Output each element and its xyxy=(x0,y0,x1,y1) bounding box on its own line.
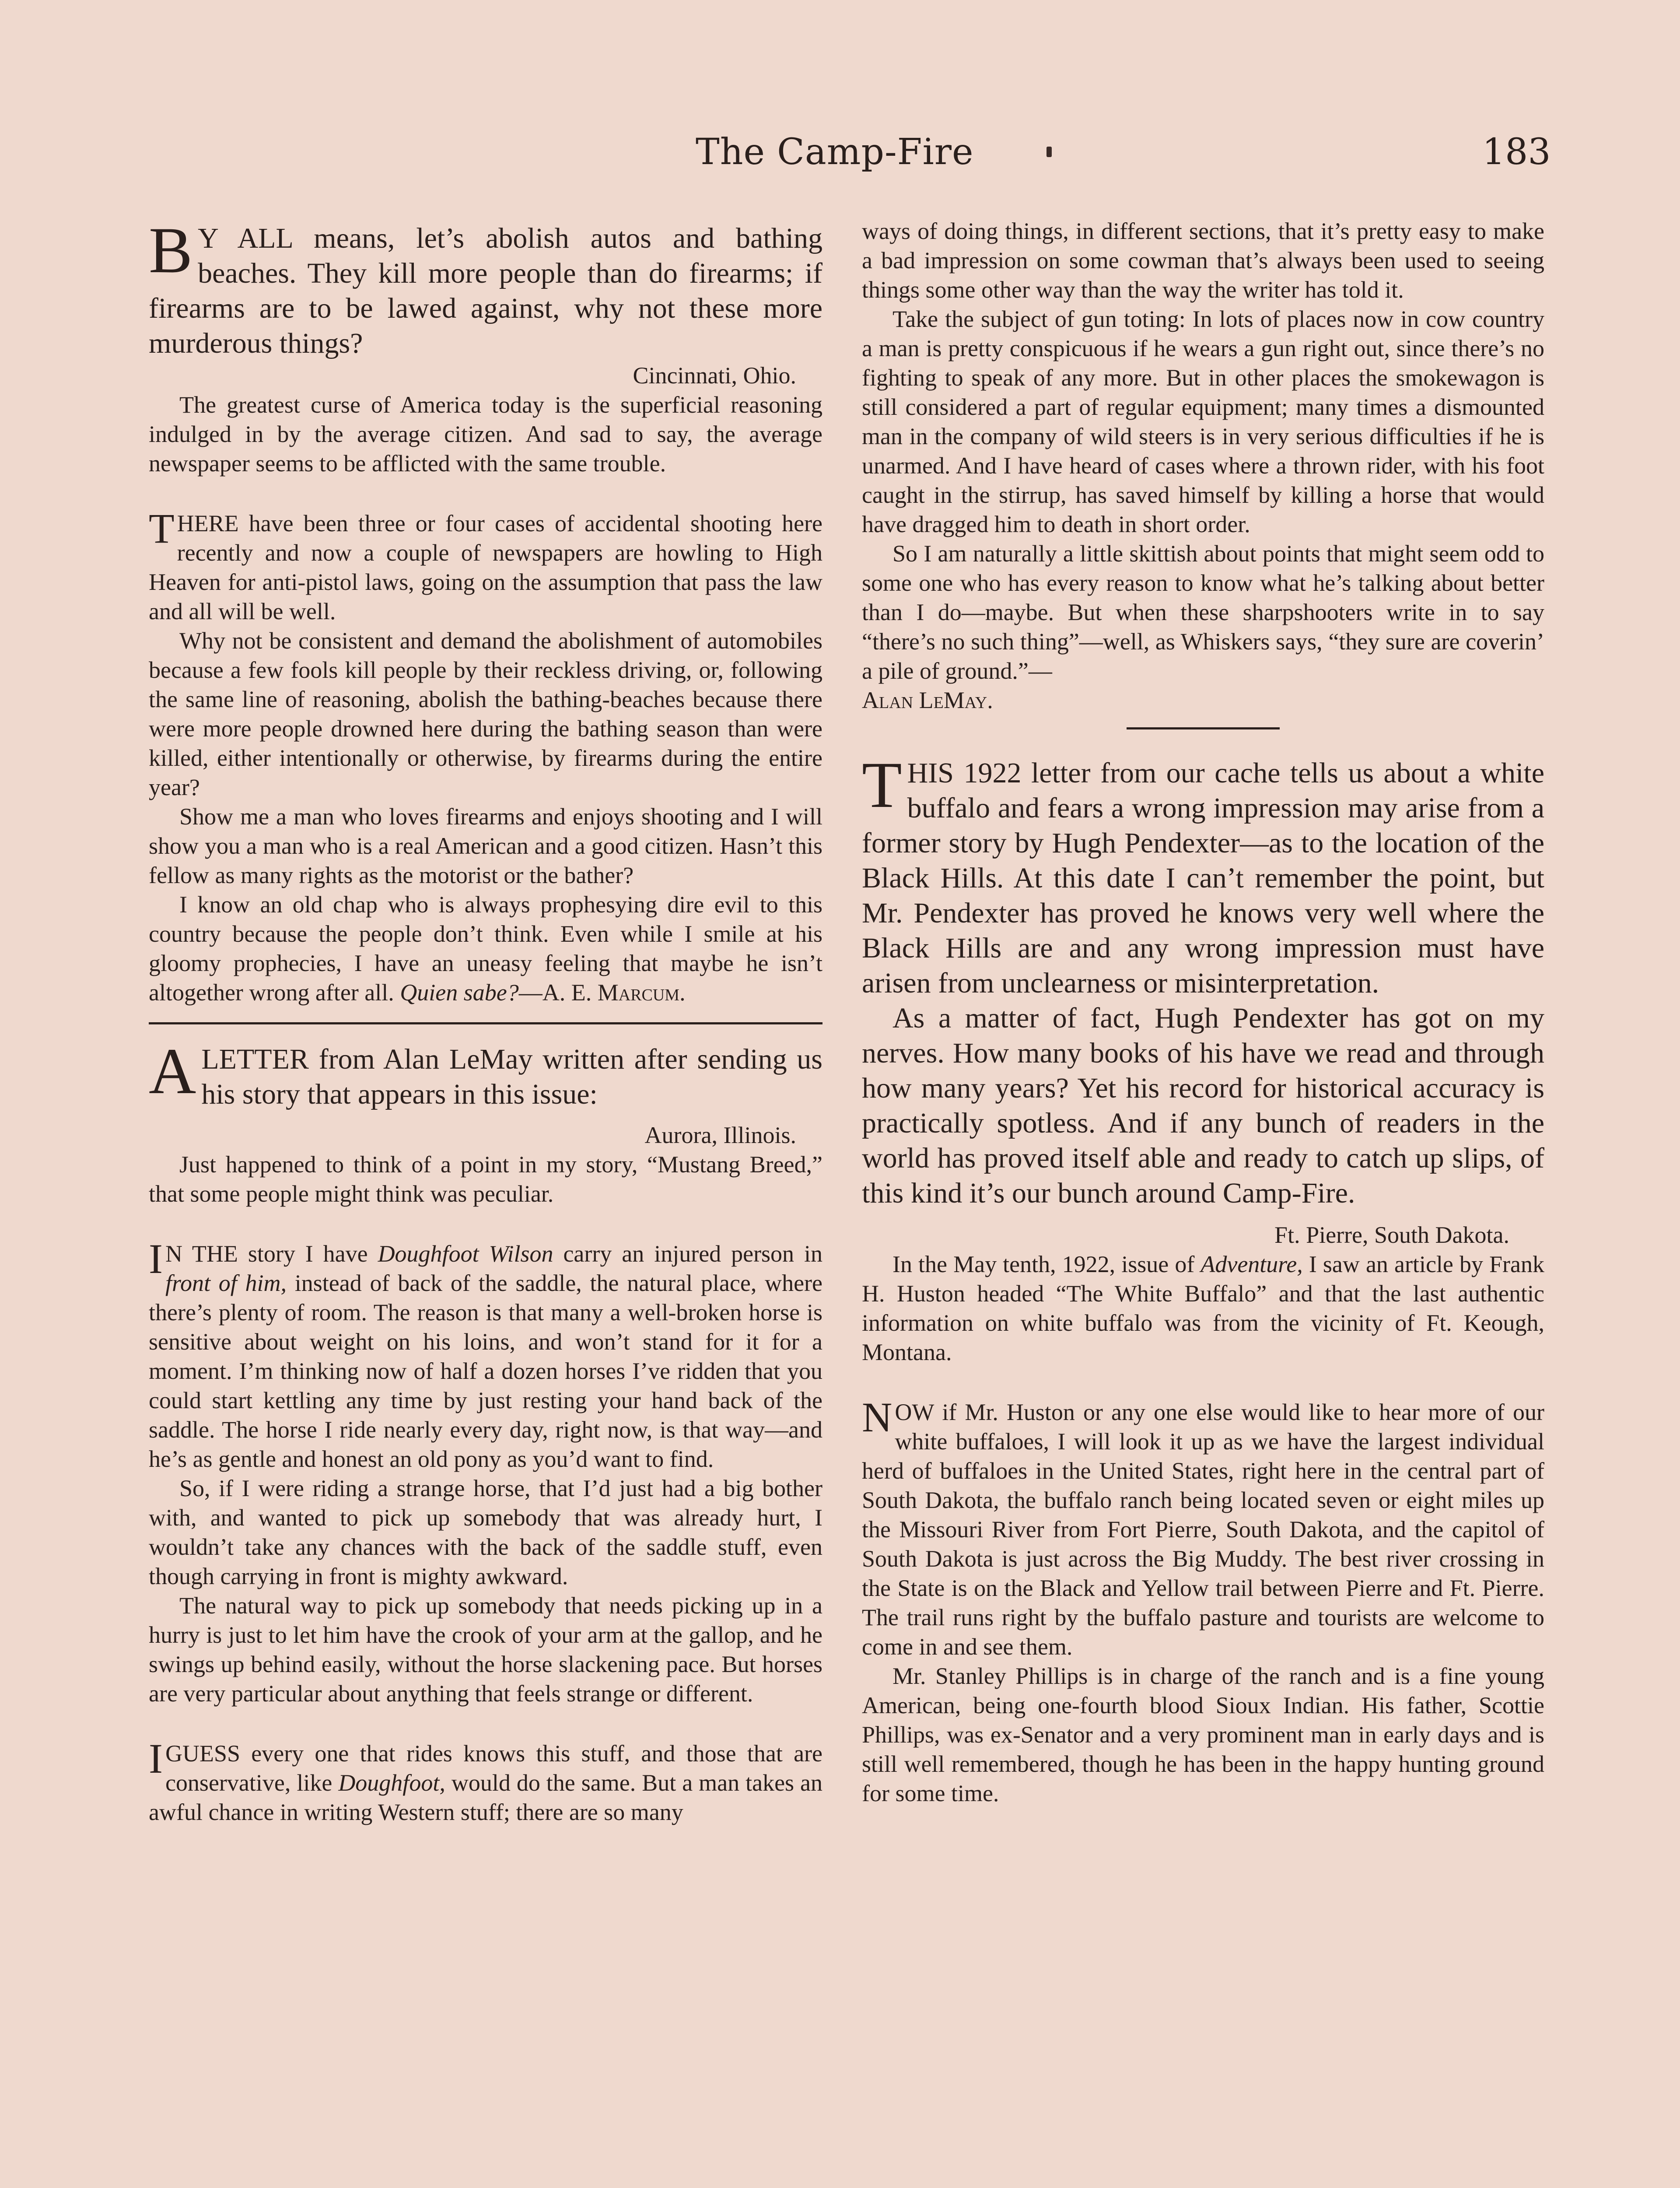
section-text: OW if Mr. Huston or any one else would like to hear more of our white buffaloes, I will look it up as we have the largest individual herd of buffaloes in the United States, right here in the central part of South Dakota, the buffalo ranch being located seven or eight miles up the Missouri River from Fort Pierre, South Dakota, and the capitol of South Dakota is just across the Big Muddy. The best river crossing in the State is on the Black and Yellow trail between Pierre and Ft. Pierre. The trail runs right by the buffalo pasture and tourists are welcome to come in and see them. xyxy=(862,1399,1544,1660)
body-text: In the May tenth, 1922, issue of xyxy=(892,1251,1195,1277)
section-text: instead of back of the saddle, the natural place, where there’s plenty of room. The reason is that many a well-broken horse is sensitive about weight on his loins, and won’t stand for it for a moment. I’m thinking now of half a dozen horses I’ve ridden that you could start kettling any time by just resting your hand back of the saddle. The horse I ride nearly every day, right now, is that way—and he’s as gentle and honest an old pony as you’d want to find. xyxy=(149,1270,822,1472)
body-paragraph: Take the subject of gun toting: In lots of places now in cow country a man is pretty conspicuous if he wears a gun right out, since there’s no fighting to speak of any more. But in other places the smokewagon is still considered a part of regular equipment; many times a dismounted man in the company of wild steers is in very serious difficulties if he is unarmed. And I have heard of cases where a thrown rider, with his foot caught in the stirrup, has saved himself by killing a horse that would have dragged him to death in short order. xyxy=(862,306,1544,537)
section-paragraph xyxy=(862,1394,1544,1662)
letter-white-buffalo-intro xyxy=(862,749,1544,1367)
drop-cap: B xyxy=(149,221,193,287)
left-column xyxy=(149,221,822,2188)
letter-white-buffalo-body xyxy=(862,1394,1544,1808)
intro-paragraph-2: As a matter of fact, Hugh Pendexter has got on my nerves. How many books of his have we read and through how many years? Yet his record for historical accuracy is practically spotless. And if any bunch of readers in the world has proved itself able and ready to catch up slips, of this kind it’s our bunch around Camp-Fire. xyxy=(862,1002,1544,1209)
drop-cap: T xyxy=(149,505,175,552)
body-paragraph xyxy=(149,890,822,1007)
letter-cincinnati xyxy=(149,221,822,478)
letter-lemay-guess xyxy=(149,1735,822,1827)
body-paragraph: Just happened to think of a point in my story, “Mustang Breed,” that some people might think was peculiar. xyxy=(149,1151,822,1207)
drop-cap: T xyxy=(862,749,902,821)
body-paragraph xyxy=(862,539,1544,715)
letter-place: Ft. Pierre, South Dakota. xyxy=(1274,1222,1509,1248)
section-text: HERE have been three or four cases of accidental shooting here recently and now a couple of newspapers are howling to High Heaven for anti-pistol laws, going on the assumption that pass the law and all will be well. xyxy=(149,510,822,624)
intro-text: HIS 1922 letter from our cache tells us about a white buffalo and fears a wrong impression may arise from a former story by Hugh Pendexter—as to the location of the Black Hills. At this date I can’t remember the point, but Mr. Pendexter has proved he knows very well where the Black Hills are and any wrong impression must have arisen from unclearness or misinterpretation. xyxy=(862,757,1544,999)
section-paragraph xyxy=(149,1735,822,1827)
signature-name: Marcum. xyxy=(597,979,686,1006)
intro-text: Y ALL means, let’s abolish autos and bathing beaches. They kill more people than do firearms; if firearms are to be lawed against, why not these more murderous things? xyxy=(149,222,822,359)
letter-lemay-body xyxy=(149,1235,822,1708)
running-head: The Camp-Fire xyxy=(696,131,974,173)
drop-cap: N xyxy=(862,1394,892,1441)
right-column xyxy=(862,217,1544,2188)
drop-cap: I xyxy=(149,1235,163,1282)
section-divider xyxy=(149,1022,822,1024)
italic-phrase: Quien sabe? xyxy=(400,979,519,1006)
body-text: So I am naturally a little skittish about points that might seem odd to some one who has every reason to know what he’s talking about better than I do—maybe. But when these sharpshooters write in to say “there’s no such thing”—well, as Whiskers says, “they sure are coverin’ a pile of ground.”— xyxy=(862,540,1544,684)
ink-mark xyxy=(1046,147,1052,157)
body-paragraph: Why not be consistent and demand the abolishment of automobiles because a few fools kill people by their reckless driving, or, following the same line of reasoning, abolish the bathing-beaches because there were more people drowned here during the bathing season than were killed, either intentionally or otherwise, by firearms during the entire year? xyxy=(149,628,822,800)
body-paragraph: Show me a man who loves firearms and enjoys shooting and I will show you a man who is a real American and a good citizen. Hasn’t this fellow as many rights as the motorist or the bather? xyxy=(149,803,822,888)
section-paragraph xyxy=(149,505,822,626)
italic-phrase: Doughfoot, xyxy=(338,1770,445,1796)
italic-phrase: Doughfoot Wilson xyxy=(378,1241,553,1267)
body-text: I know an old chap who is always prophesying dire evil to this country because the people don’t think. Even while I smile at his gloomy prophecies, I have an uneasy feeling that maybe he isn’t altogether wrong after all. xyxy=(149,891,822,1006)
intro-paragraph xyxy=(862,749,1544,1001)
section-text: carry an injured person in xyxy=(563,1241,822,1267)
letter-marcum xyxy=(149,505,822,1007)
italic-phrase: Adventure, xyxy=(1200,1251,1303,1277)
intro-paragraph xyxy=(149,221,822,361)
continued-paragraph: ways of doing things, in different sections, that it’s pretty easy to make a bad impression on some cowman that’s always been used to seeing things some other way than the way the writer has told it. xyxy=(862,218,1544,303)
section-divider xyxy=(1127,727,1280,729)
page-number: 183 xyxy=(1482,131,1551,173)
letter-place: Cincinnati, Ohio. xyxy=(633,362,796,389)
letter-lemay-intro xyxy=(149,1035,822,1209)
intro-text: LETTER from Alan LeMay written after sending us his story that appears in this issue: xyxy=(201,1043,822,1110)
intro-paragraph xyxy=(149,1035,822,1112)
signature-initials: —A. E. xyxy=(518,979,592,1006)
letter-lemay-continued xyxy=(862,217,1544,715)
body-paragraph: So, if I were riding a strange horse, that I’d just had a big bother with, and wanted to pick up somebody that was already hurt, I wouldn’t take any chances with the back of the saddle stuff, even though carrying in front is mighty awkward. xyxy=(149,1475,822,1589)
signature-name: Alan LeMay. xyxy=(862,687,993,713)
section-paragraph xyxy=(149,1235,822,1474)
letter-place: Aurora, Illinois. xyxy=(644,1122,796,1148)
section-text: GUESS every one that rides knows this stuff, and those that are conservative, like xyxy=(165,1740,822,1796)
body-text: I saw an article by Frank H. Huston headed “The White Buffalo” and that the last authentic information on white buffalo was from the vicinity of Ft. Keough, Montana. xyxy=(862,1251,1544,1365)
section-text: N THE story I have xyxy=(165,1241,368,1267)
body-paragraph: The natural way to pick up somebody that needs picking up in a hurry is just to let him have the crook of your arm at the gallop, and he swings up behind easily, without the horse slackening pace. But horses are very particular about anything that feels strange or different. xyxy=(149,1592,822,1707)
body-paragraph: The greatest curse of America today is the superficial reasoning indulged in by the average citizen. And sad to say, the average newspaper seems to be afflicted with the same trouble. xyxy=(149,392,822,477)
italic-phrase: front of him, xyxy=(165,1270,287,1296)
drop-cap: A xyxy=(149,1035,196,1108)
drop-cap: I xyxy=(149,1735,163,1782)
body-paragraph: Mr. Stanley Phillips is in charge of the ranch and is a fine young American, being one-fourth blood Sioux Indian. His father, Scottie Phillips, was ex-Senator and a very prominent man in early days and is still well remembered, though he has been in the happy hunting ground for some time. xyxy=(862,1663,1544,1806)
section-text: would do the same. But a man takes an awful chance in writing Western stuff; there are so many xyxy=(149,1770,822,1825)
body-paragraph xyxy=(862,1250,1544,1367)
